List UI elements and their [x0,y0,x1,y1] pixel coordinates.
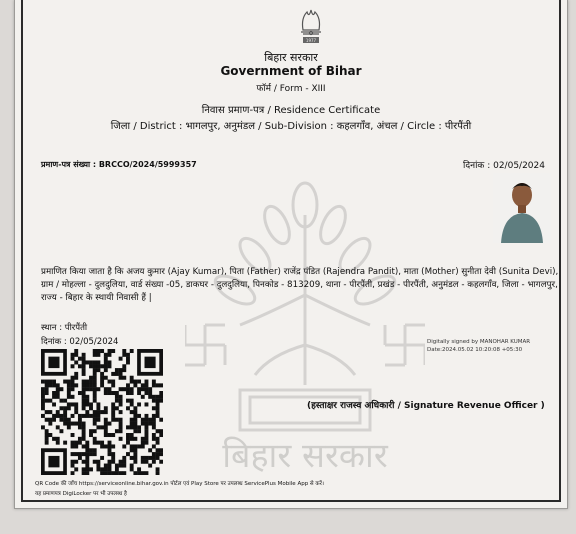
place-line: स्थान : पीरपैंती [41,323,88,333]
government-title: Government of Bihar [220,64,362,78]
certificate-title: निवास प्रमाण-पत्र / Residence Certificate [201,105,381,116]
bihar-emblem-watermark [185,175,425,475]
qr-verification-note: QR Code की जाँच https://serviceonline.bihar.gov.in पोर्टल एवं Play Store पर उपलब्ध ServicePlus Mobile App से करें। [35,481,324,487]
location-line: जिला / District : भागलपुर, अनुमंडल / Sub-Division : कहलगाँव, अंचल / Circle : पीरपैंती [110,121,472,132]
certificate-date: दिनांक : 02/05/2024 [463,161,545,171]
national-emblem-icon [293,6,329,48]
digital-signature [427,338,530,354]
digilocker-note: यह प्रमाणपत्र DigiLocker पर भी उपलब्ध है [35,491,127,497]
digital-signature-date: Date:2024.05.02 10:20:08 +05:30 [427,347,523,353]
watermark-text: बिहार सरकार [222,436,388,475]
applicant-photo [493,173,551,243]
digital-signature-name: Digitally signed by MANOHAR KUMAR [427,339,531,345]
form-number: फॉर्म / Form - XIII [256,84,326,94]
hindi-government-title: बिहार सरकार [264,51,318,64]
certificate-statement: प्रमाणित किया जाता है कि अजय कुमार (Ajay Kumar), पिता (Father) राजेंद्र पंडित (Rajendra Pandit), माता (Mother) सुनीता देवी (Sunita Devi), ग्राम / मोहल्ला - दुलदुलिया, वार्ड संख्या -05, डाकघर - दुलदुलिया, पिनकोड - 813209, थाना - पीरपैंती, प्रखंड - पीरपैंती, अनुमंडल - कहलगाँव, जिला - भागलपुर, राज्य - बिहार के स्थायी निवासी हैं | [41,267,559,303]
svg-text:1977: 1977 [305,38,317,43]
qr-code[interactable] [41,349,163,475]
issue-date-line: दिनांक : 02/05/2024 [41,337,119,347]
certificate-page [14,0,568,509]
certificate-number: प्रमाण-पत्र संख्या : BRCCO/2024/5999357 [41,160,197,169]
officer-signature-label: (हस्ताक्षर राजस्व अधिकारी / Signature Revenue Officer ) [307,401,545,411]
